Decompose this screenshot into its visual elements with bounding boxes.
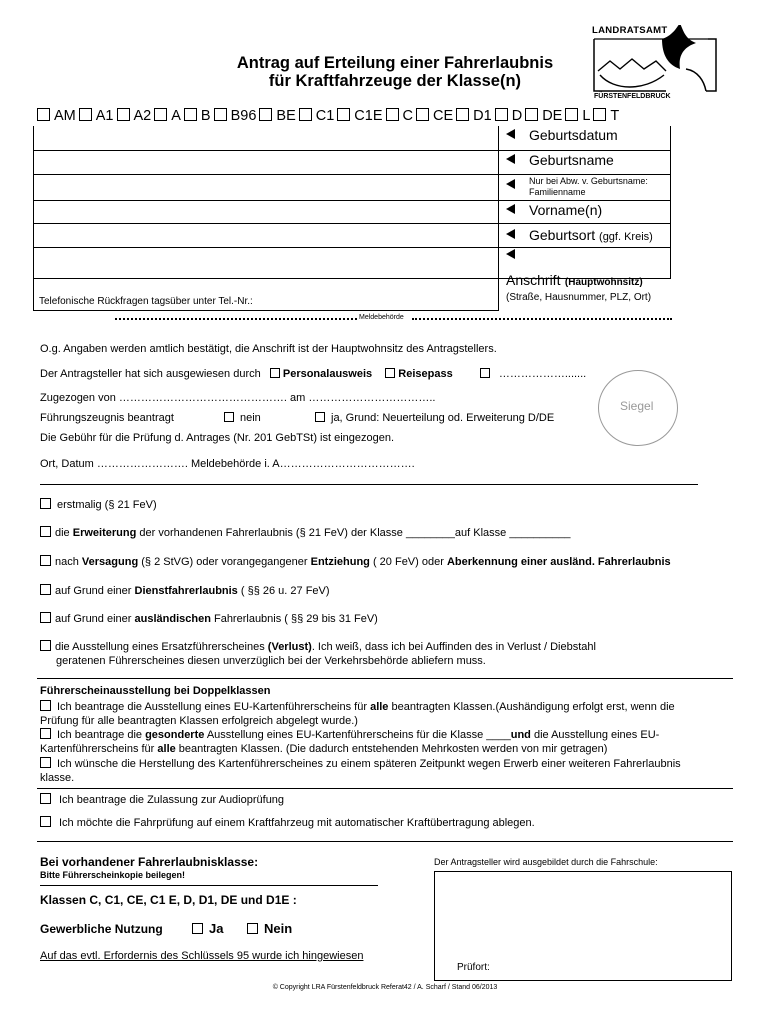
page-subtitle: für Kraftfahrzeuge der Klasse(n) [268,72,522,90]
arrow-left-icon [506,204,515,214]
logo-text-bottom: FÜRSTENFELDBRUCK [594,93,671,100]
class-checkbox[interactable] [184,108,197,121]
class-label: A1 [95,108,114,124]
class-option [117,108,152,124]
class-option [184,108,211,124]
class-label: AM [54,108,76,124]
class-checkbox-row [37,108,622,124]
class-checkbox[interactable] [337,108,350,121]
class-checkbox[interactable] [456,108,469,121]
option-erstmalig: erstmalig (§ 21 FeV) [40,498,157,511]
doppelklassen-heading: Führerscheinausstellung bei Doppelklassen [40,685,271,697]
arrow-left-icon [506,129,515,139]
ausweis-row: Der Antragsteller hat sich ausgewiesen durch Personalausweis Reisepass ………………....... [40,368,587,380]
class-option [593,108,619,124]
class-option [37,108,76,124]
class-label: D1 [473,108,492,124]
ersatz-checkbox[interactable] [40,640,51,651]
gewerblich-ja: Ja [192,921,223,936]
personal-data-grid [33,126,671,312]
class-label: T [610,108,620,124]
divider [37,678,733,679]
option-auslaendisch: auf Grund einer ausländischen Fahrerlaubnis ( §§ 29 bis 31 FeV) [40,612,378,625]
bestaetigung-text: O.g. Angaben werden amtlich bestätigt, die Anschrift ist der Hauptwohnsitz des Antragstellers. [40,343,497,355]
class-checkbox[interactable] [565,108,578,121]
class-option [214,108,257,124]
separator-dots-left [115,318,357,320]
fuehrungszeugnis-ja-checkbox[interactable] [315,412,325,422]
class-label: BE [276,108,296,124]
geburtsdatum-label: Geburtsdatum [506,127,618,143]
reisepass-checkbox[interactable] [385,368,395,378]
class-option [386,108,413,124]
class-checkbox[interactable] [593,108,606,121]
class-option [456,108,492,124]
gewerbliche-nutzung-label: Gewerbliche Nutzung [40,922,163,936]
doppel-option-1: Ich beantrage die Ausstellung eines EU-Kartenführerscheins für alle beantragten Klassen.(Aushändigung erfolgt erst, wenn die Prüfung für alle beantragten Klassen erfolgreich abgelegt wurde.) [40,701,675,727]
gewerblich-nein-checkbox[interactable] [247,923,258,934]
class-label: L [582,108,591,124]
automatik-checkbox[interactable] [40,816,51,827]
class-checkbox[interactable] [495,108,508,121]
zugezogen-text: Zugezogen von ………………………………………. am …………………………….. [40,392,436,404]
anschrift-label: Anschrift (Hauptwohnsitz) (Straße, Hausnummer, PLZ, Ort) [506,249,671,305]
gewerblich-ja-checkbox[interactable] [192,923,203,934]
audio-checkbox[interactable] [40,793,51,804]
class-option [154,108,181,124]
erstmalig-checkbox[interactable] [40,498,51,509]
vorhanden-heading: Bei vorhandener Fahrerlaubnisklasse: [40,855,259,869]
siegel-label: Siegel [620,399,654,413]
class-label: C [402,108,413,124]
arrow-left-icon [506,249,515,259]
class-label: A [171,108,181,124]
geburtsname-label: Geburtsname [506,152,614,168]
class-checkbox[interactable] [117,108,130,121]
separator-dots-right [412,318,672,320]
personalausweis-checkbox[interactable] [270,368,280,378]
auslaendisch-checkbox[interactable] [40,612,51,623]
fuehrungszeugnis-ja: ja, Grund: Neuerteilung od. Erweiterung D/DE [315,412,554,424]
class-label: B [200,108,211,124]
vorname-label: Vorname(n) [506,202,602,218]
class-checkbox[interactable] [386,108,399,121]
option-dienstfahrerlaubnis: auf Grund einer Dienstfahrerlaubnis ( §§ 26 u. 27 FeV) [40,584,330,597]
class-option [337,108,382,124]
geburtsort-label: Geburtsort (ggf. Kreis) [506,227,653,243]
klassen-label: Klassen C, C1, CE, C1 E, D, D1, DE und D1E : [40,893,297,907]
option-erweiterung: die Erweiterung der vorhandenen Fahrerlaubnis (§ 21 FeV) der Klasse ________auf Klasse __________ [40,526,571,539]
page-title: Antrag auf Erteilung einer Fahrerlaubnis [236,54,554,72]
divider [37,841,733,842]
doppel-alle-checkbox[interactable] [40,700,51,711]
divider [40,484,698,485]
class-option [495,108,522,124]
class-checkbox[interactable] [259,108,272,121]
fuehrungszeugnis-nein-checkbox[interactable] [224,412,234,422]
option-audio: Ich beantrage die Zulassung zur Audioprüfung [40,793,284,806]
fuehrerscheinkopie-note: Bitte Führerscheinkopie beilegen! [40,870,186,880]
divider [40,885,378,886]
class-checkbox[interactable] [299,108,312,121]
class-label: C1 [315,108,335,124]
arrow-left-icon [506,154,515,164]
option-versagung: nach Versagung (§ 2 StVG) oder vorangegangener Entziehung ( 20 FeV) oder Aberkennung einer ausländ. Fahrerlaubnis [40,555,671,568]
class-checkbox[interactable] [525,108,538,121]
doppel-option-2: Ich beantrage die gesonderte Ausstellung eines EU-Kartenführerscheins für die Klasse ____und die Ausstellung eines EU- Kartenführerscheins für alle beantragten Klassen. (Die dadurch entstehenden Mehrkosten werden von mir getragen) [40,729,660,755]
gebuehr-text: Die Gebühr für die Prüfung d. Antrages (Nr. 201 GebTSt) ist eingezogen. [40,432,395,444]
class-label: A2 [133,108,152,124]
telefon-label: Telefonische Rückfragen tagsüber unter Tel.-Nr.: [39,296,253,307]
copyright-footer: © Copyright LRA Fürstenfeldbruck Referat42 / A. Scharf / Stand 06/2013 [272,984,498,991]
class-label: CE [433,108,454,124]
familienname-label: Nur bei Abw. v. Geburtsname: Familienname [506,176,648,200]
class-checkbox[interactable] [79,108,92,121]
logo-text-top: LANDRATSAMT [592,25,668,36]
class-option [416,108,453,124]
option-automatik: Ich möchte die Fahrprüfung auf einem Kraftfahrzeug mit automatischer Kraftübertragung ablegen. [40,816,535,829]
pruefort-label: Prüfort: [457,962,490,973]
class-checkbox[interactable] [154,108,167,121]
dienstfahrerlaubnis-checkbox[interactable] [40,584,51,595]
doppel-gesondert-checkbox[interactable] [40,728,51,739]
doppel-option-3: Ich wünsche die Herstellung des Kartenführerscheines zu einem späteren Zeitpunkt wegen Erwerb einer weiteren Fahrerlaubnis klasse. [40,758,681,784]
class-checkbox[interactable] [214,108,227,121]
arrow-left-icon [506,229,515,239]
versagung-checkbox[interactable] [40,555,51,566]
class-label: C1E [354,108,383,124]
class-label: B96 [230,108,257,124]
ort-datum-text: Ort, Datum ……………………. Meldebehörde i. A………………………………. [40,458,415,470]
doppel-spaeter-checkbox[interactable] [40,757,51,768]
class-checkbox[interactable] [37,108,50,121]
fahrschule-label: Der Antragsteller wird ausgebildet durch die Fahrschule: [434,857,658,867]
fuehrungszeugnis-label: Führungszeugnis beantragt [40,412,174,424]
sonstiges-checkbox[interactable] [480,368,490,378]
meldebehoerde-separator-label: Meldebehörde [359,314,404,321]
class-option [79,108,114,124]
class-option [525,108,562,124]
class-option [259,108,295,124]
fuehrungszeugnis-nein: nein [224,412,261,424]
class-label: D [511,108,523,124]
erweiterung-checkbox[interactable] [40,526,51,537]
schluessel95-note: Auf das evtl. Erfordernis des Schlüssels 95 wurde ich hingewiesen [40,950,364,962]
class-checkbox[interactable] [416,108,429,121]
gewerblich-nein: Nein [247,921,292,936]
class-option [299,108,335,124]
divider [37,788,733,789]
option-ersatz: die Ausstellung eines Ersatzführerscheines (Verlust). Ich weiß, dass ich bei Auffinden des in Verlust / Diebstahl geratenen Führerscheines diesen unverzüglich bei der Verkehrsbehörde abliefern muss. [40,640,596,668]
class-option [565,108,590,124]
arrow-left-icon [506,179,515,189]
class-label: DE [542,108,563,124]
